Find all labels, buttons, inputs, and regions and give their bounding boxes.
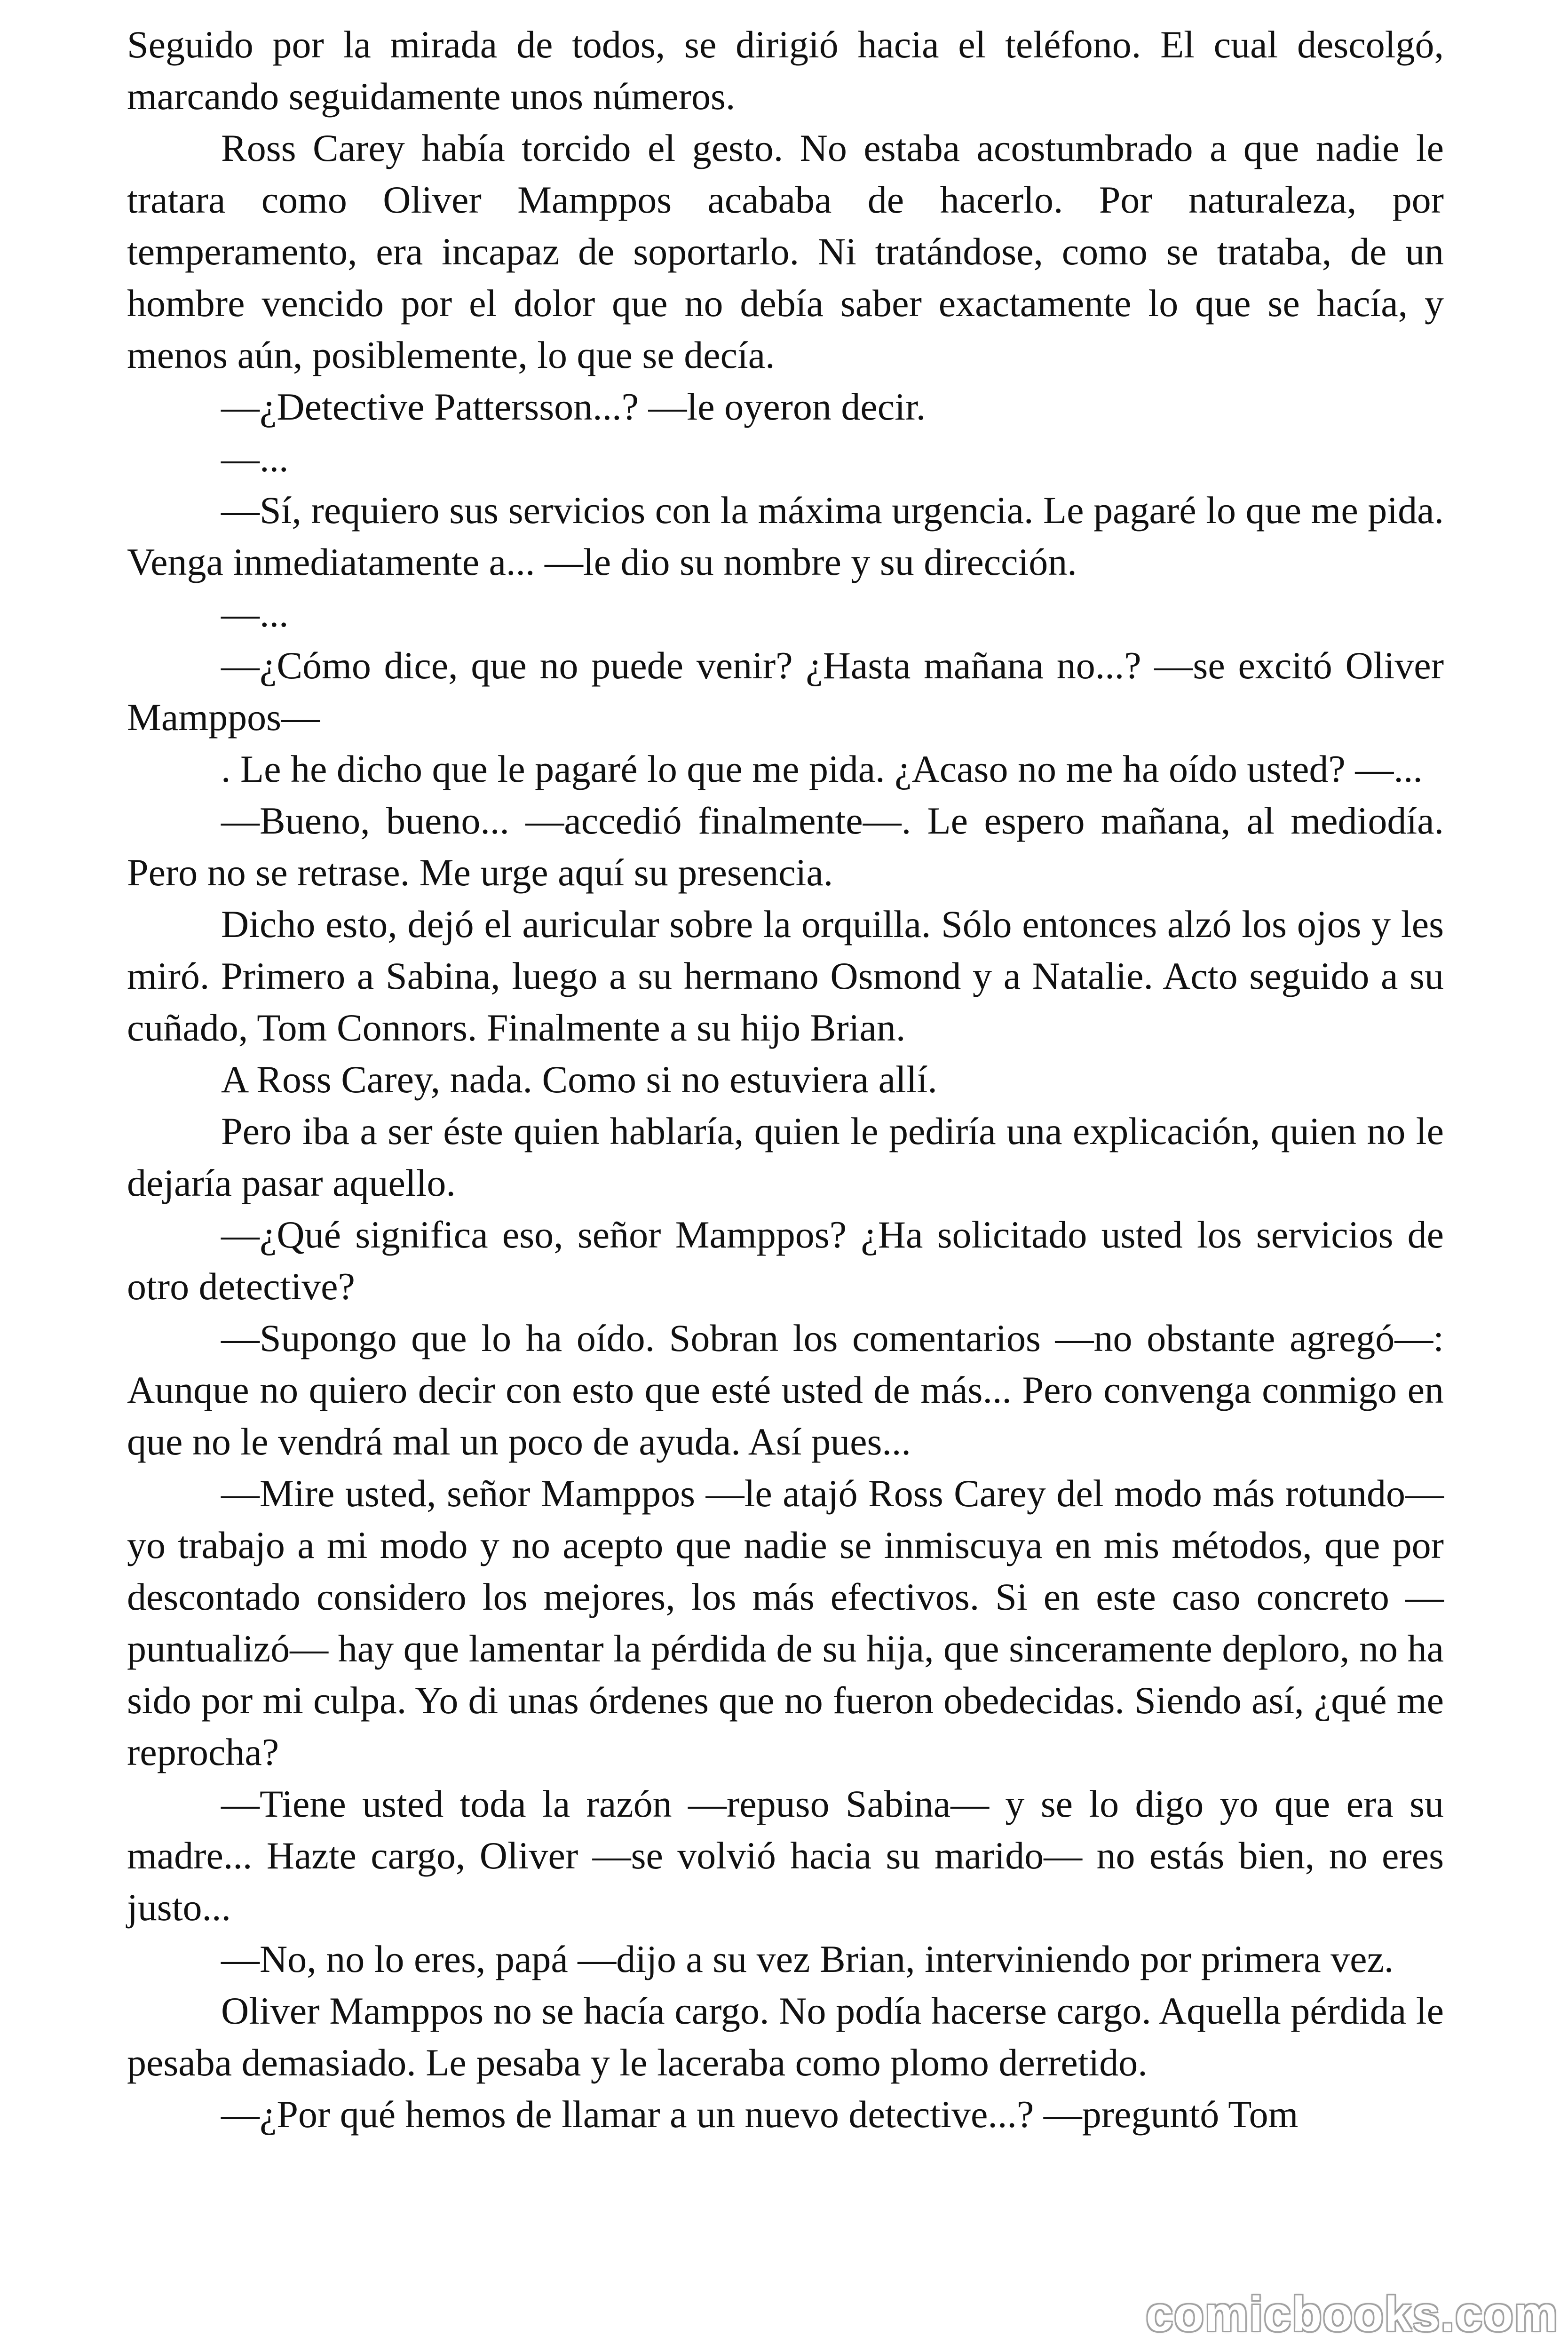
paragraph: —¿Qué significa eso, señor Mamppos? ¿Ha solicitado usted los servicios de otro detective? xyxy=(127,1213,1444,1308)
paragraph: —... xyxy=(221,437,289,480)
paragraph: Oliver Mamppos no se hacía cargo. No podía hacerse cargo. Aquella pérdida le pesaba demasiado. Le pesaba y le laceraba como plomo derretido. xyxy=(127,1989,1444,2084)
paragraph: . Le he dicho que le pagaré lo que me pida. ¿Acaso no me ha oído usted? —... xyxy=(221,747,1423,790)
paragraph: —Sí, requiero sus servicios con la máxima urgencia. Le pagaré lo que me pida. Venga inmediatamente a... —le dio su nombre y su dirección. xyxy=(127,489,1444,583)
paragraph: Pero iba a ser éste quien hablaría, quien le pediría una explicación, quien no le dejaría pasar aquello. xyxy=(127,1110,1444,1204)
paragraph: —¿Detective Pattersson...? —le oyeron decir. xyxy=(221,385,926,428)
watermark: comicbooks.com xyxy=(1146,2287,1559,2342)
paragraph: Dicho esto, dejó el auricular sobre la orquilla. Sólo entonces alzó los ojos y les miró. Primero a Sabina, luego a su hermano Osmond y a Natalie. Acto seguido a su cuñado, Tom Connors. Finalmente a su hijo Brian. xyxy=(127,903,1444,1049)
paragraph: —¿Cómo dice, que no puede venir? ¿Hasta mañana no...? —se excitó Oliver Mamppos— xyxy=(127,644,1444,739)
paragraph: Ross Carey había torcido el gesto. No estaba acostumbrado a que nadie le tratara como Oliver Mamppos acababa de hacerlo. Por naturaleza, por temperamento, era incapaz de soportarlo. Ni tratándose, como se trataba, de un hombre vencido por el dolor que no debía saber exactamente lo que se hacía, y menos aún, posiblemente, lo que se decía. xyxy=(127,127,1444,376)
paragraph: —... xyxy=(221,592,289,635)
paragraph: —No, no lo eres, papá —dijo a su vez Brian, interviniendo por primera vez. xyxy=(221,1938,1394,1980)
paragraph: —Supongo que lo ha oído. Sobran los comentarios —no obstante agregó—: Aunque no quiero decir con esto que esté usted de más... Pero convenga conmigo en que no le vendrá mal un poco de ayuda. Así pues... xyxy=(127,1317,1444,1463)
paragraph: —Mire usted, señor Mamppos —le atajó Ross Carey del modo más rotundo— yo trabajo a mi modo y no acepto que nadie se inmiscuya en mis métodos, que por descontado considero los mejores, los más efectivos. Si en este caso concreto —puntualizó— hay que lamentar la pérdida de su hija, que sinceramente deploro, no ha sido por mi culpa. Yo di unas órdenes que no fueron obedecidas. Siendo así, ¿qué me reprocha? xyxy=(127,1472,1444,1773)
paragraph: —Bueno, bueno... —accedió finalmente—. Le espero mañana, al mediodía. Pero no se retrase. Me urge aquí su presencia. xyxy=(127,799,1444,894)
paragraph: Seguido por la mirada de todos, se dirigió hacia el teléfono. El cual descolgó, marcando seguidamente unos números. xyxy=(127,23,1444,118)
paragraph: A Ross Carey, nada. Como si no estuviera allí. xyxy=(221,1058,937,1101)
paragraph: —Tiene usted toda la razón —repuso Sabina— y se lo digo yo que era su madre... Hazte cargo, Oliver —se volvió hacia su marido— no estás bien, no eres justo... xyxy=(127,1782,1444,1929)
body-text xyxy=(127,19,1444,2140)
paragraph: —¿Por qué hemos de llamar a un nuevo detective...? —preguntó Tom xyxy=(221,2093,1299,2136)
